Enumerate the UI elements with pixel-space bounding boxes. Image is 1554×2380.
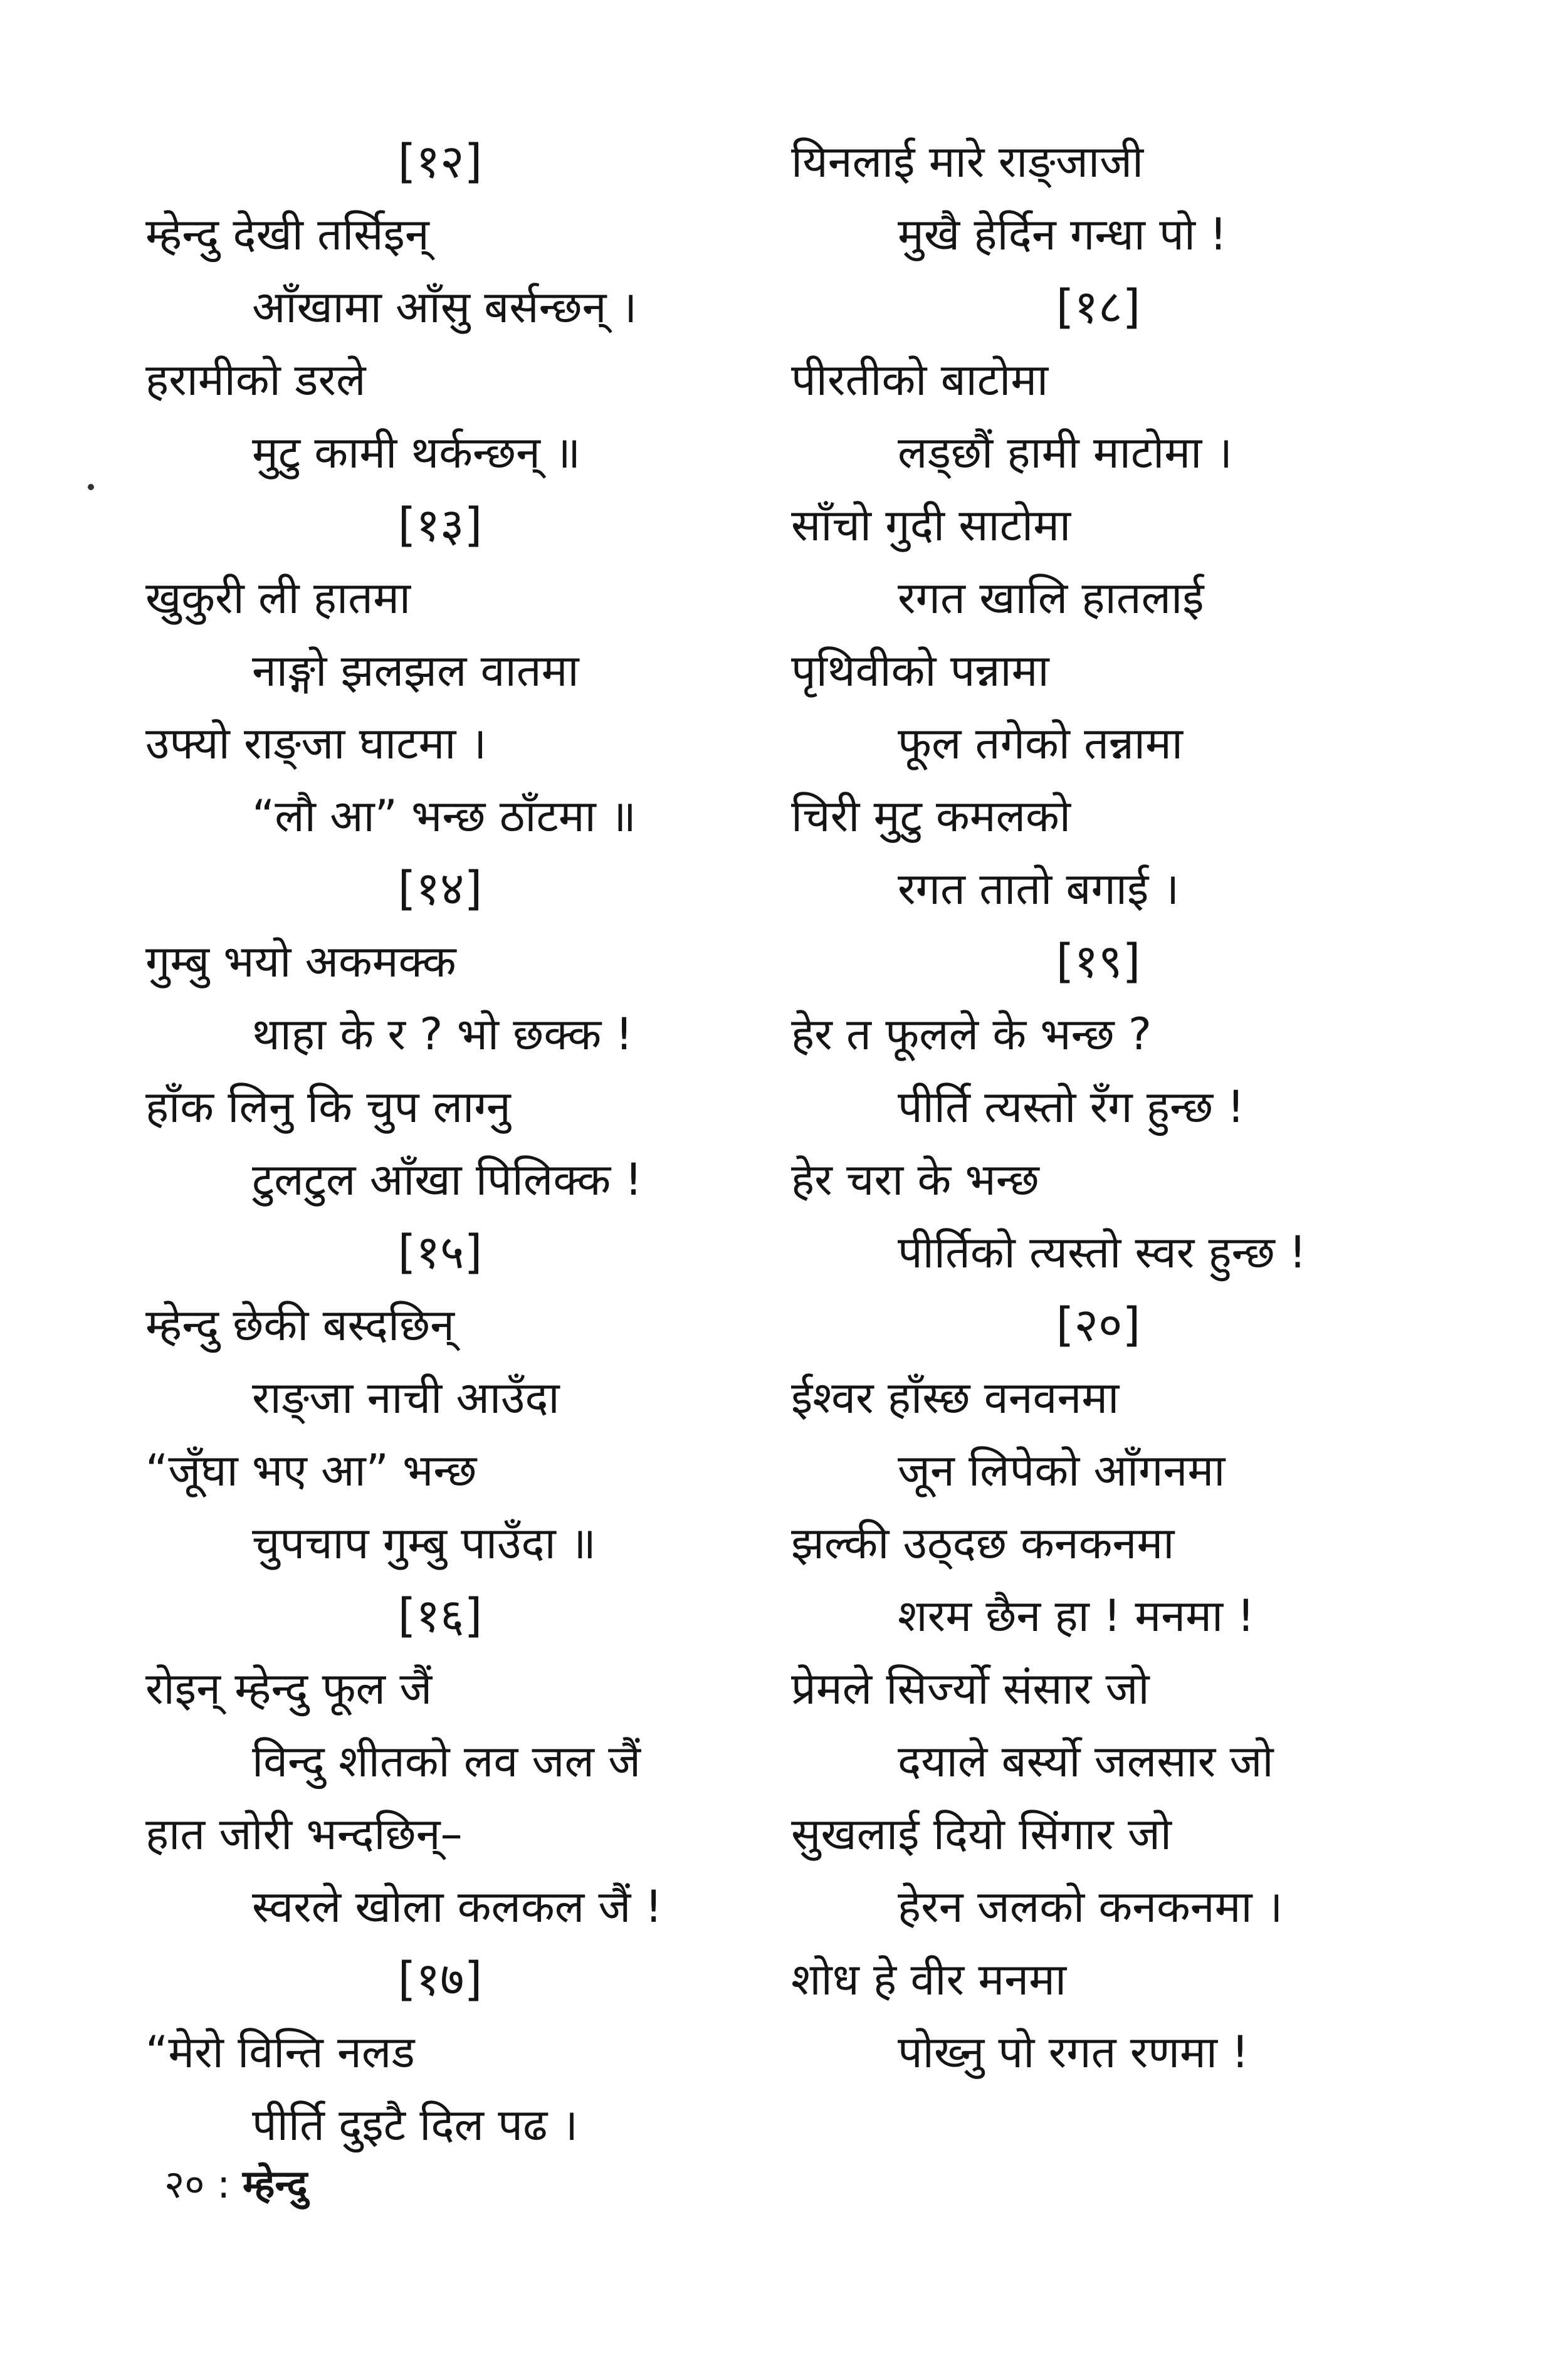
stanza-number: [१४]: [397, 862, 483, 916]
verse-line: हाँक लिनु कि चुप लाग्नु: [145, 1081, 511, 1133]
verse-line: म्हेन्दु छेकी बस्दछिन्: [145, 1299, 454, 1351]
verse-line: फूल तगेको तन्नामा: [898, 718, 1184, 769]
verse-line: “मेरो विन्ति नलड: [145, 2026, 415, 2078]
page-number: २०: [164, 2161, 205, 2207]
verse-line: हेर चरा के भन्छ: [791, 1154, 1039, 1205]
stanza-number: [१८]: [1056, 280, 1141, 334]
verse-line: प्रेमले सिर्ज्यो संसार जो: [791, 1663, 1150, 1714]
verse-line: पीर्ति त्यस्तो रँग हुन्छ !: [898, 1081, 1245, 1133]
verse-line: स्वरले खोला कलकल जैं !: [252, 1881, 663, 1932]
stanza-number: [१३]: [397, 498, 483, 552]
verse-line: लड्छौं हामी माटोमा ।: [898, 427, 1233, 478]
verse-line: नाङ्गो झलझल वातमा: [252, 645, 579, 696]
verse-line: राङ्जा नाची आउँदा: [252, 1372, 560, 1423]
verse-line: विन्दु शीतको लव जल जैं: [252, 1736, 641, 1787]
stanza-number: [१५]: [397, 1225, 483, 1279]
verse-line: मुखै हेर्दिन गन्धा पो !: [898, 209, 1227, 260]
verse-line: चिरी मुटु कमलको: [791, 790, 1071, 842]
running-title: म्हेन्दु: [242, 2161, 308, 2207]
verse-line: यिनलाई मारे राङ्जाजी: [791, 136, 1144, 187]
stanza-number: [१७]: [397, 1953, 483, 2006]
verse-line: उफ्यो राङ्जा घाटमा ।: [145, 718, 487, 769]
stanza-number: [१२]: [397, 135, 483, 189]
verse-line: पोख्नु पो रगत रणमा !: [898, 2026, 1249, 2078]
verse-line: गुम्बु भयो अकमक्क: [145, 936, 456, 987]
verse-line: पीर्तिको त्यस्तो स्वर हुन्छ !: [898, 1227, 1307, 1278]
verse-line: आँखामा आँसु बर्सन्छन् ।: [252, 281, 638, 333]
verse-line: टुलटुल आँखा पिलिक्क !: [252, 1154, 643, 1205]
verse-line: रगत खालि हातलाई: [898, 572, 1204, 624]
verse-line: पृथिवीको पन्नामा: [791, 645, 1049, 696]
verse-line: रगत तातो बगाई ।: [898, 863, 1180, 915]
verse-line: हेरन जलको कनकनमा ।: [898, 1881, 1283, 1932]
verse-line: थाहा के र ? भो छक्क !: [252, 1009, 633, 1060]
verse-line: हरामीको डरले: [145, 354, 366, 406]
verse-line: दयाले बर्स्यो जलसार जो: [898, 1736, 1274, 1787]
verse-line: मुटु कामी थर्कन्छन् ॥: [252, 427, 581, 478]
verse-line: हेर त फूलले के भन्छ ?: [791, 1009, 1152, 1060]
verse-line: म्हेन्दु देखी तर्सिइन्: [145, 209, 429, 260]
page-footer: [164, 2156, 308, 2213]
verse-line: जून लिपेको आँगनमा: [898, 1445, 1226, 1496]
verse-line: पीरतीको बाटोमा: [791, 354, 1049, 406]
print-speck: [88, 484, 94, 490]
stanza-number: [२०]: [1056, 1298, 1141, 1352]
verse-line: हात जोरी भन्दछिन्–: [145, 1808, 463, 1860]
verse-line: “लौ आ” भन्छ ठाँटमा ॥: [252, 790, 636, 842]
verse-line: पीर्ति दुइटै दिल पढ ।: [252, 2099, 579, 2151]
verse-line: “जूँघा भए आ” भन्छ: [145, 1445, 477, 1496]
footer-separator: :: [217, 2161, 231, 2207]
verse-line: रोइन् म्हेन्दु फूल जैं: [145, 1663, 433, 1714]
verse-line: शोध हे वीर मनमा: [791, 1954, 1067, 2005]
verse-line: शरम छैन हा ! मनमा !: [898, 1590, 1255, 1642]
verse-line: ईश्वर हाँस्छ वनवनमा: [791, 1372, 1120, 1423]
stanza-number: [१९]: [1056, 935, 1141, 988]
verse-line: साँचो गुदी साटोमा: [791, 500, 1071, 551]
right-column: [791, 125, 1418, 2089]
verse-line: सुखलाई दियो सिंगार जो: [791, 1808, 1172, 1860]
verse-line: चुपचाप गुम्बु पाउँदा ॥: [252, 1518, 596, 1569]
left-column: [145, 125, 772, 2161]
verse-line: झल्की उठ्दछ कनकनमा: [791, 1518, 1175, 1569]
stanza-number: [१६]: [397, 1589, 483, 1643]
verse-line: खुकुरी ली हातमा: [145, 572, 411, 624]
